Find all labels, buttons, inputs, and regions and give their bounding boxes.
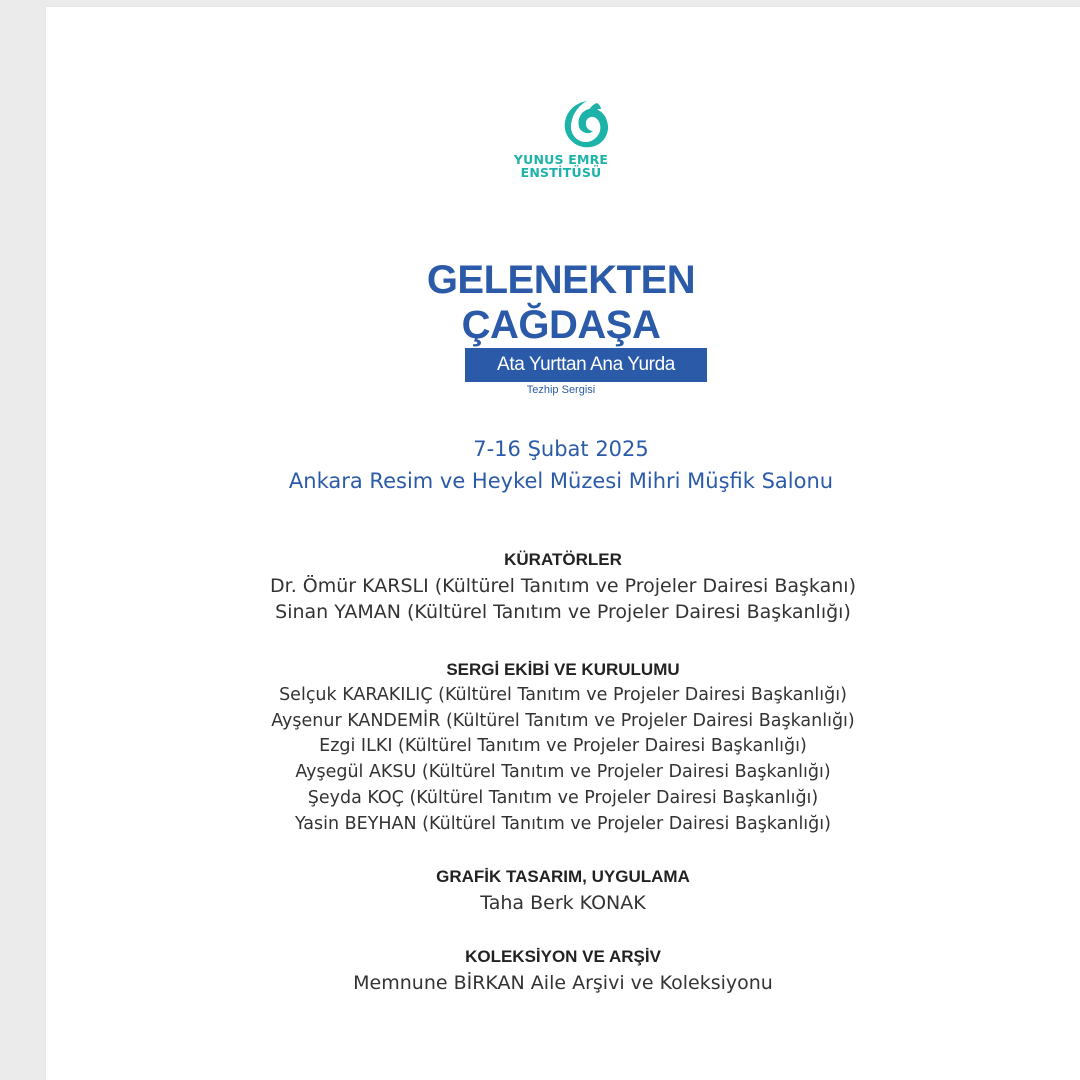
section-heading: SERGİ EKİBİ VE KURULUMU [446,660,680,679]
subtitle-banner: Ata Yurttan Ana Yurda [465,348,707,382]
credit-line: Ezgi ILKI (Kültürel Tanıtım ve Projeler Dairesi Başkanlığı) [319,736,807,757]
credit-line: Ayşenur KANDEMİR (Kültürel Tanıtım ve Projeler Dairesi Başkanlığı) [271,710,855,731]
credit-line: Taha Berk KONAK [480,892,646,914]
credit-line: Selçuk KARAKILIÇ (Kültürel Tanıtım ve Projeler Dairesi Başkanlığı) [279,685,847,705]
credits-section-graphic-design [46,864,1080,916]
logo-line-1: YUNUS EMRE [513,152,609,167]
logo-line-2: ENSTİTÜSÜ [520,165,602,180]
exhibition-date: 7-16 Şubat 2025 [473,437,649,461]
credits-section-curators [46,547,1080,625]
credit-line: Memnune BİRKAN Aile Arşivi ve Koleksiyonu [353,972,773,994]
section-heading: GRAFİK TASARIM, UYGULAMA [436,867,690,886]
section-heading: KÜRATÖRLER [504,550,622,569]
document-page [46,7,1080,1080]
credit-line: Ayşegül AKSU (Kültürel Tanıtım ve Projeler Dairesi Başkanlığı) [295,762,831,783]
exhibition-type: Tezhip Sergisi [526,384,596,396]
credits-section-collection [46,944,1080,996]
credit-line: Yasin BEYHAN (Kültürel Tanıtım ve Projeler Dairesi Başkanlığı) [295,813,831,834]
section-heading: KOLEKSİYON VE ARŞİV [465,947,661,966]
credit-line: Şeyda KOÇ (Kültürel Tanıtım ve Projeler Dairesi Başkanlığı) [307,787,819,808]
title-line-2: ÇAĞDAŞA [461,303,661,347]
yunus-emre-logo-icon [559,97,615,153]
exhibition-venue: Ankara Resim ve Heykel Müzesi Mihri Müşfik Salonu [288,469,834,493]
credit-line: Dr. Ömür KARSLI (Kültürel Tanıtım ve Projeler Dairesi Başkanı) [270,575,856,597]
credits-section-team [46,657,1080,837]
credit-line: Sinan YAMAN (Kültürel Tanıtım ve Projeler Dairesi Başkanlığı) [275,601,851,623]
title-line-1: GELENEKTEN [426,258,696,302]
